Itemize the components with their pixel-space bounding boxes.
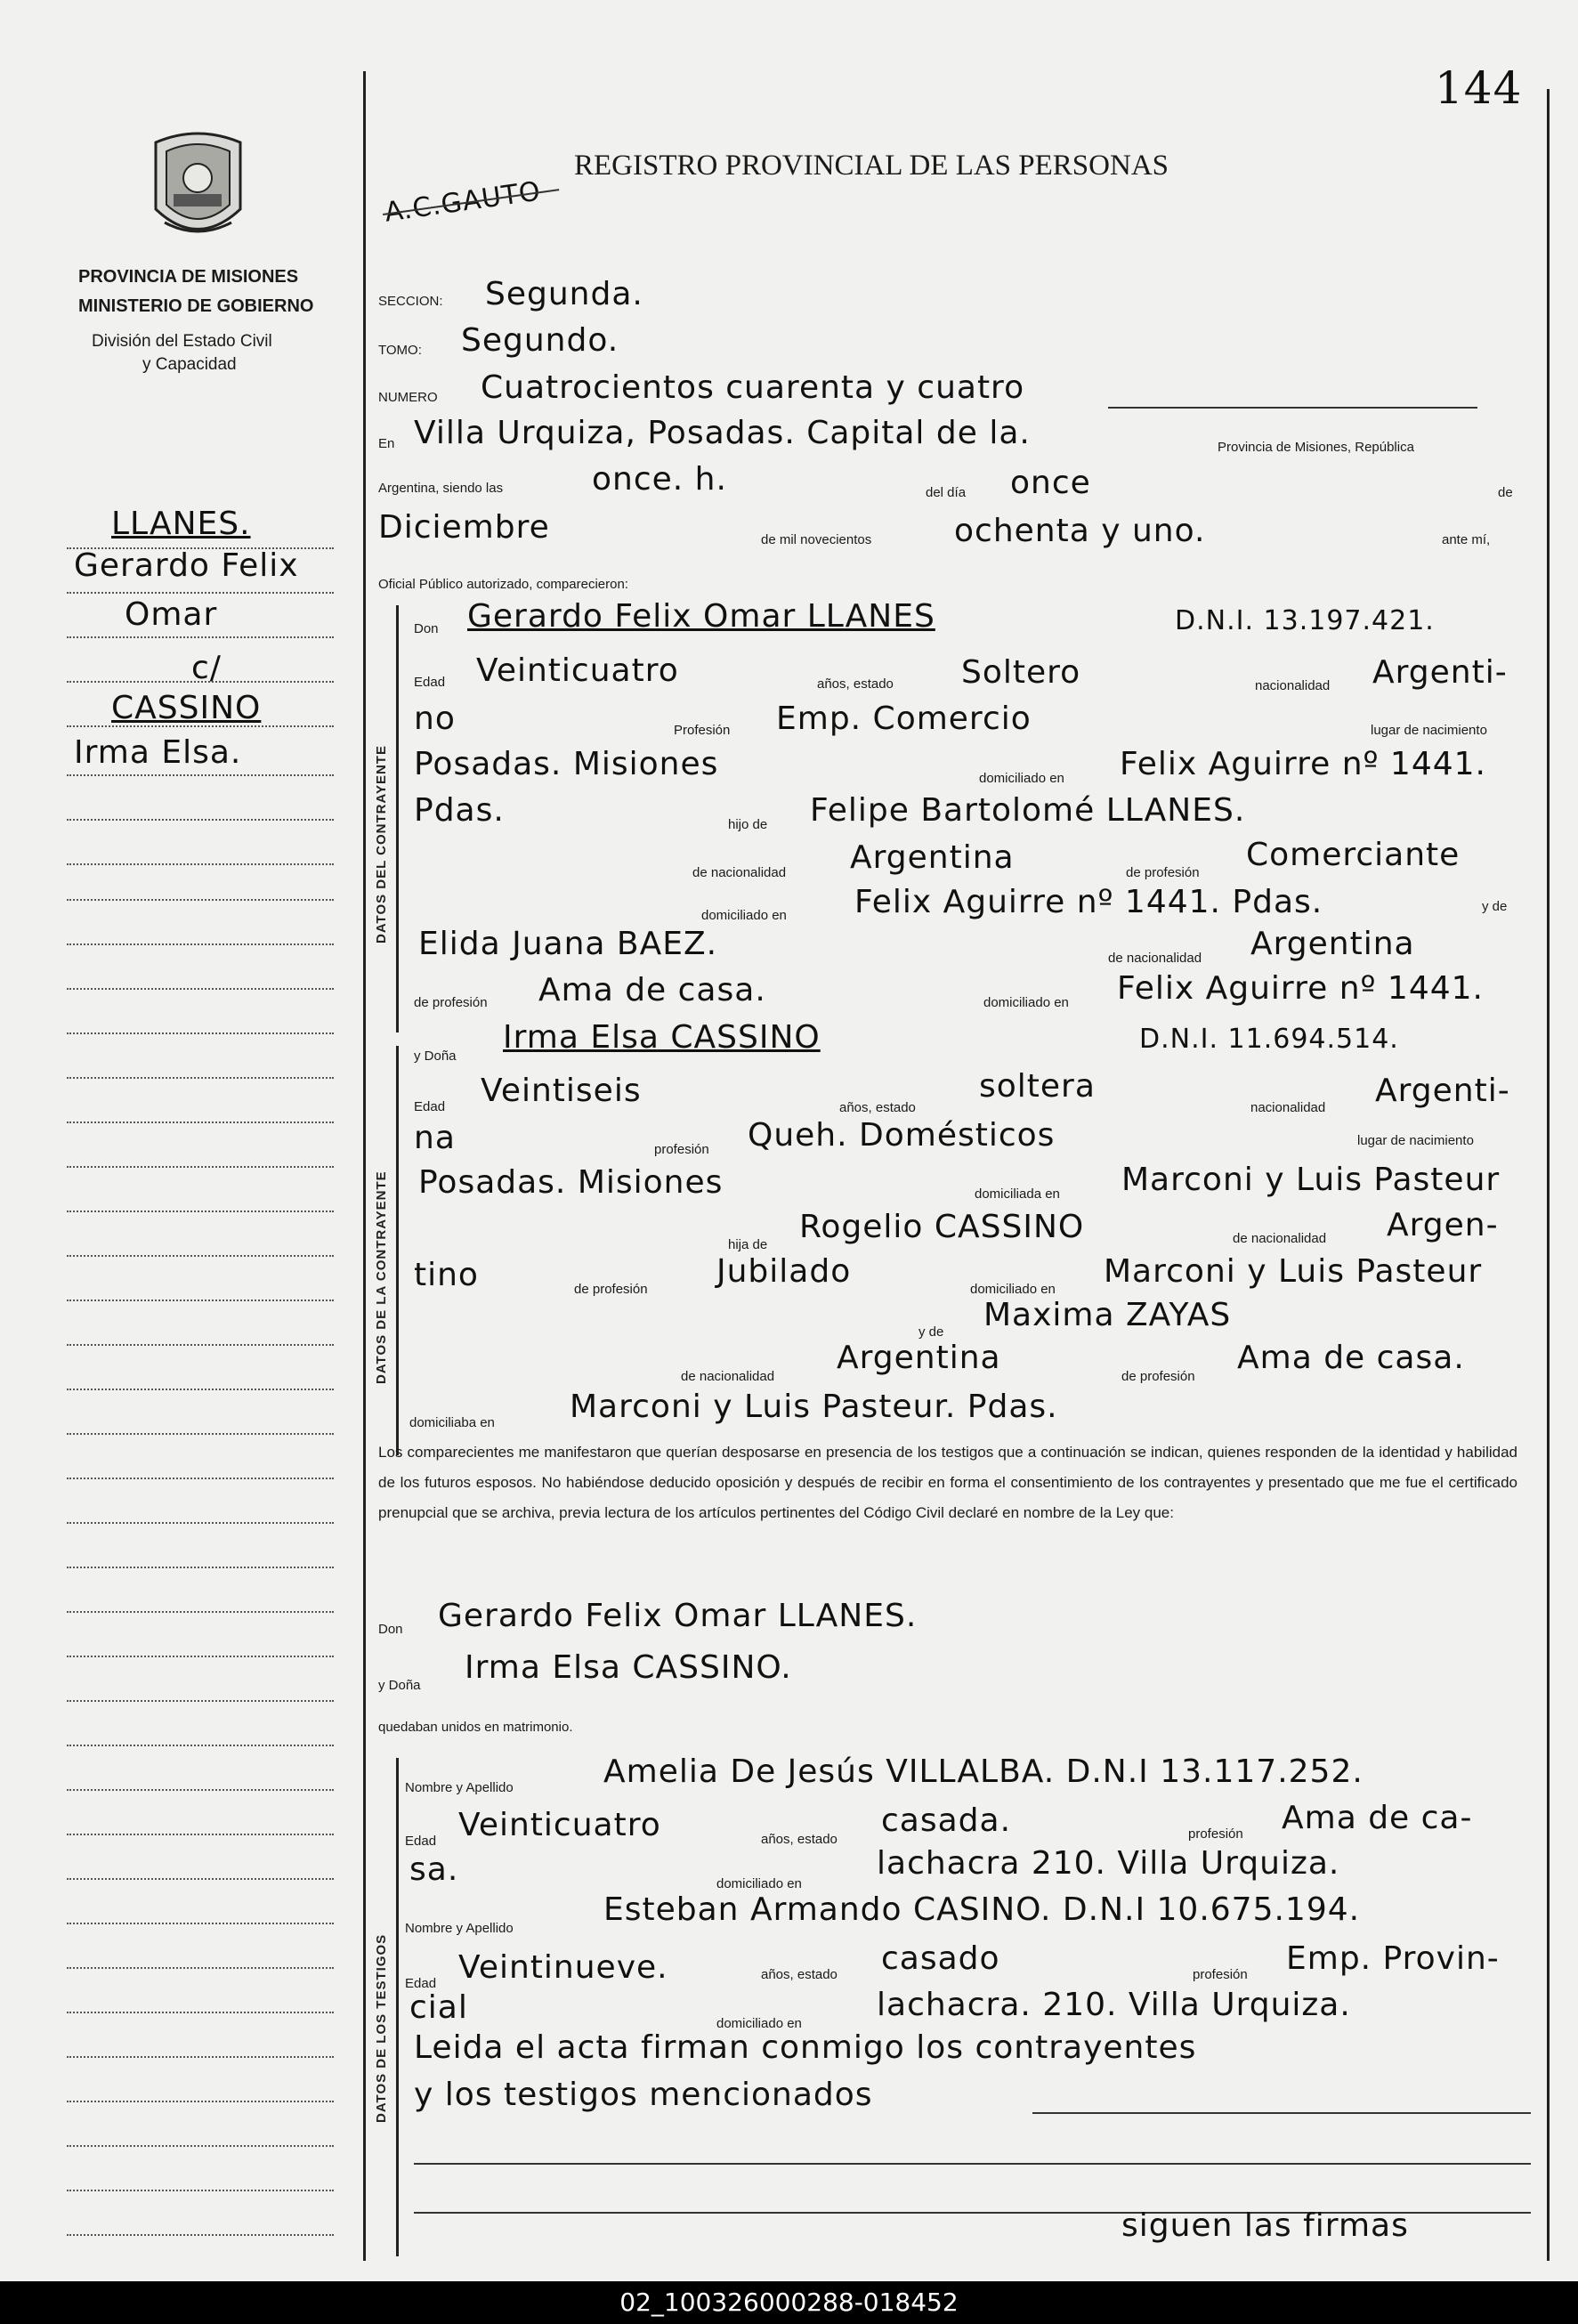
coat-of-arms-emblem (147, 125, 249, 249)
groom-age: Veinticuatro (476, 652, 679, 689)
witness1-address: lachacra 210. Villa Urquiza. (877, 1845, 1340, 1882)
witness2-name: Esteban Armando CASINO. D.N.I 10.675.194. (603, 1891, 1361, 1928)
bride-nacionalidad-label: nacionalidad (1250, 1100, 1326, 1115)
margin-ruled-line (67, 1967, 334, 1969)
page-number: 144 (1435, 62, 1523, 114)
decl-groom: Gerardo Felix Omar LLANES. (438, 1598, 918, 1634)
edad-label: Edad (414, 675, 446, 690)
y-de-label: y de (1482, 899, 1508, 914)
margin-ruled-line (67, 2145, 334, 2147)
witness2-status: casado (881, 1940, 1000, 1977)
hora-value: once. h. (592, 461, 727, 498)
dia-value: once (1010, 465, 1091, 501)
father-profession: Comerciante (1246, 837, 1461, 873)
section-bracket-2 (396, 1046, 399, 1455)
witness1-edad-label: Edad (405, 1834, 437, 1849)
bride-mother: Maxima ZAYAS (983, 1297, 1232, 1333)
division-label: División del Estado Civil (92, 332, 272, 351)
bride-edad-label: Edad (414, 1099, 446, 1114)
margin-ruled-line (67, 1700, 334, 1702)
witness1-profession-2: sa. (409, 1851, 459, 1888)
margin-ruled-line (67, 1255, 334, 1257)
witness2-age: Veintinueve. (458, 1949, 668, 1986)
margin-ruled-line (67, 1211, 334, 1212)
margin-ruled-line (67, 1166, 334, 1168)
margin-ruled-line (67, 547, 334, 549)
bride-mother-nac-label: de nacionalidad (681, 1369, 775, 1384)
bride-mother-dom-label: domiciliaba en (409, 1415, 495, 1430)
groom-status: Soltero (961, 654, 1081, 691)
bride-father-nac-label: de nacionalidad (1233, 1231, 1327, 1246)
margin-conjunction: c/ (191, 650, 222, 686)
numero-value: Cuatrocientos cuarenta y cuatro (481, 369, 1025, 406)
anios-label: años, estado (817, 676, 894, 692)
province-label: PROVINCIA DE MISIONES (78, 267, 299, 287)
margin-surname-2: CASSINO (111, 690, 262, 726)
provincia-text: Provincia de Misiones, República (1218, 440, 1414, 455)
official-stamp: A.C.GAUTO (383, 175, 543, 229)
margin-ruled-line (67, 1878, 334, 1880)
witness2-address: lachacra. 210. Villa Urquiza. (877, 1987, 1351, 2023)
bride-name: Irma Elsa CASSINO (503, 1019, 821, 1056)
bride-profesion-label: profesión (654, 1142, 709, 1157)
groom-address-2: Pdas. (414, 792, 505, 829)
del-dia-label: del día (926, 485, 967, 500)
witness1-label: Nombre y Apellido (405, 1780, 514, 1795)
decl-dona-label: y Doña (378, 1678, 421, 1693)
groom-profession: Emp. Comercio (776, 700, 1032, 737)
bride-father-nationality-2: tino (414, 1257, 479, 1293)
margin-ruled-line (67, 1300, 334, 1301)
mother-address: Felix Aguirre nº 1441. (1117, 970, 1484, 1007)
margin-ruled-line (67, 1923, 334, 1924)
division-label-2: y Capacidad (142, 355, 237, 374)
dona-label: y Doña (414, 1049, 457, 1064)
margin-ruled-line (67, 1834, 334, 1835)
margin-ruled-line (67, 943, 334, 945)
mother-nationality: Argentina (1250, 926, 1415, 962)
bride-dni: D.N.I. 11.694.514. (1139, 1024, 1399, 1055)
margin-name: Gerardo Felix (74, 547, 299, 584)
seccion-label: SECCION: (378, 294, 443, 309)
ante-mi-label: ante mí, (1442, 532, 1491, 547)
groom-nationality-2: no (414, 700, 456, 737)
mother-profession-label: de profesión (414, 995, 488, 1010)
witness2-profession: Emp. Provin- (1286, 1940, 1500, 1977)
witness2-label: Nombre y Apellido (405, 1921, 514, 1936)
groom-mother: Elida Juana BAEZ. (418, 926, 718, 962)
margin-ruled-line (67, 592, 334, 594)
bride-nacimiento-label: lugar de nacimiento (1357, 1133, 1474, 1148)
bride-father: Rogelio CASSINO (799, 1209, 1085, 1245)
oficial-label: Oficial Público autorizado, comparecieron: (378, 577, 628, 592)
registry-title: REGISTRO PROVINCIAL DE LAS PERSONAS (574, 150, 1169, 182)
witness1-dom-label: domiciliado en (716, 1876, 802, 1891)
unidos-label: quedaban unidos en matrimonio. (378, 1720, 573, 1735)
margin-ruled-line (67, 1522, 334, 1524)
decl-don-label: Don (378, 1622, 403, 1637)
margin-name-3: Irma Elsa. (74, 734, 242, 771)
margin-ruled-line (67, 899, 334, 901)
declaration-text: Los comparecientes me manifestaron que querían desposarse en presencia de los testigos que a continuación se indican, quienes responden de la identidad y habilidad de los futuros esposos. No habiéndose deducido oposición y después de recibir en forma el consentimiento de los contrayentes y presentado que me fue el certificado prenupcial que se archiva, previa lectura de los artículos pertinentes del Código Civil declaré en nombre de la Ley que: (378, 1444, 1517, 1521)
fill-line (1032, 2112, 1531, 2114)
fill-line (1108, 407, 1477, 409)
right-border (1547, 89, 1550, 2261)
witness1-profession: Ama de ca- (1282, 1800, 1473, 1836)
father-address-label: domiciliado en (701, 908, 787, 923)
bride-profession: Queh. Domésticos (748, 1117, 1056, 1154)
hijo-label: hijo de (728, 817, 768, 832)
argentina-label: Argentina, siendo las (378, 481, 504, 496)
witness2-edad-label: Edad (405, 1976, 437, 1991)
witness1-anios-label: años, estado (761, 1832, 838, 1847)
bride-mother-address: Marconi y Luis Pasteur. Pdas. (570, 1389, 1058, 1425)
margin-ruled-line (67, 819, 334, 821)
bride-mother-nationality: Argentina (837, 1340, 1001, 1376)
section-bracket (396, 605, 399, 1032)
bride-mother-prof-label: de profesión (1121, 1369, 1195, 1384)
father-nationality: Argentina (850, 839, 1015, 876)
testigos-side-label: DATOS DE LOS TESTIGOS (374, 1933, 389, 2123)
groom-address: Felix Aguirre nº 1441. (1120, 746, 1486, 782)
witness1-prof-label: profesión (1188, 1826, 1243, 1842)
witness2-dom-label: domiciliado en (716, 2016, 802, 2031)
anio-value: ochenta y uno. (954, 513, 1206, 549)
groom-name: Gerardo Felix Omar LLANES (467, 598, 935, 635)
bride-nationality: Argenti- (1375, 1073, 1510, 1109)
fill-line (414, 2163, 1531, 2165)
witness2-anios-label: años, estado (761, 1967, 838, 1982)
anio-label: de mil novecientos (761, 532, 872, 547)
bride-domiciliada-label: domiciliada en (975, 1186, 1060, 1202)
decl-bride: Irma Elsa CASSINO. (465, 1649, 792, 1686)
margin-ruled-line (67, 1567, 334, 1568)
mother-address-label: domiciliado en (983, 995, 1069, 1010)
margin-ruled-line (67, 1433, 334, 1435)
bride-father-profession: Jubilado (716, 1253, 852, 1290)
margin-name-2: Omar (125, 596, 218, 633)
father-address: Felix Aguirre nº 1441. Pdas. (854, 884, 1323, 920)
groom-father: Felipe Bartolomé LLANES. (810, 792, 1246, 829)
margin-ruled-line (67, 2101, 334, 2102)
margin-ruled-line (67, 2234, 334, 2236)
margin-ruled-line (67, 1656, 334, 1657)
witness2-profession-2: cial (409, 1989, 468, 2026)
bride-anios-label: años, estado (839, 1100, 916, 1115)
margin-ruled-line (67, 1745, 334, 1746)
bride-status: soltera (979, 1068, 1096, 1105)
en-label: En (378, 436, 395, 451)
father-profession-label: de profesión (1126, 865, 1200, 880)
contrayente-side-label: DATOS DEL CONTRAYENTE (374, 745, 389, 943)
margin-ruled-line (67, 988, 334, 990)
margin-ruled-line (67, 681, 334, 683)
domiciliado-label: domiciliado en (979, 771, 1064, 786)
margin-ruled-line (67, 1611, 334, 1613)
margin-ruled-line (67, 1478, 334, 1479)
don-label: Don (414, 621, 439, 636)
witness1-status: casada. (881, 1802, 1012, 1839)
bride-birthplace: Posadas. Misiones (418, 1164, 724, 1201)
margin-ruled-line (67, 1789, 334, 1791)
image-id-footer: 02_100326000288-018452 (0, 2281, 1578, 2324)
closing-line-2: y los testigos mencionados (414, 2077, 873, 2113)
margin-ruled-line (67, 2056, 334, 2058)
bride-father-nationality: Argen- (1387, 1207, 1499, 1243)
bride-father-address: Marconi y Luis Pasteur (1104, 1253, 1483, 1290)
nacionalidad-label: nacionalidad (1255, 678, 1331, 693)
contrayente-2-side-label: DATOS DE LA CONTRAYENTE (374, 1170, 389, 1384)
witness1-name: Amelia De Jesús VILLALBA. D.N.I 13.117.252. (603, 1753, 1364, 1790)
bride-y-de-label: y de (918, 1324, 944, 1340)
margin-ruled-line (67, 1077, 334, 1079)
bride-nationality-2: na (414, 1120, 456, 1156)
father-nationality-label: de nacionalidad (692, 865, 787, 880)
margin-ruled-line (67, 1389, 334, 1390)
margin-divider (363, 71, 366, 2261)
tomo-label: TOMO: (378, 343, 422, 358)
bride-father-prof-label: de profesión (574, 1282, 648, 1297)
seccion-value: Segunda. (485, 276, 643, 312)
margin-ruled-line (67, 1344, 334, 1346)
margin-ruled-line (67, 774, 334, 776)
de-label: de (1498, 485, 1513, 500)
nacimiento-label: lugar de nacimiento (1371, 723, 1487, 738)
margin-surname: LLANES. (111, 506, 251, 542)
section-bracket-3 (396, 1758, 399, 2256)
closing-line-3: siguen las firmas (1121, 2207, 1409, 2244)
witness2-prof-label: profesión (1193, 1967, 1248, 1982)
numero-label: NUMERO (378, 390, 438, 405)
margin-ruled-line (67, 2012, 334, 2013)
mes-value: Diciembre (378, 509, 550, 546)
groom-nationality: Argenti- (1372, 654, 1508, 691)
hija-label: hija de (728, 1237, 768, 1252)
margin-ruled-line (67, 725, 334, 727)
mother-profession: Ama de casa. (538, 972, 766, 1008)
mother-nationality-label: de nacionalidad (1108, 951, 1202, 966)
margin-ruled-line (67, 636, 334, 638)
closing-line-1: Leida el acta firman conmigo los contrayentes (414, 2029, 1197, 2066)
witness1-age: Veinticuatro (458, 1807, 661, 1843)
bride-address: Marconi y Luis Pasteur (1121, 1162, 1501, 1198)
margin-ruled-line (67, 1122, 334, 1123)
bride-age: Veintiseis (481, 1073, 642, 1109)
bride-father-dom-label: domiciliado en (970, 1282, 1056, 1297)
groom-birthplace: Posadas. Misiones (414, 746, 719, 782)
tomo-value: Segundo. (461, 322, 619, 359)
ministry-label: MINISTERIO DE GOBIERNO (78, 296, 314, 316)
groom-dni: D.N.I. 13.197.421. (1175, 605, 1435, 636)
margin-ruled-line (67, 2190, 334, 2191)
margin-ruled-line (67, 863, 334, 865)
lugar-value: Villa Urquiza, Posadas. Capital de la. (414, 415, 1031, 451)
profesion-label: Profesión (674, 723, 731, 738)
bride-mother-profession: Ama de casa. (1237, 1340, 1465, 1376)
margin-ruled-line (67, 1032, 334, 1034)
